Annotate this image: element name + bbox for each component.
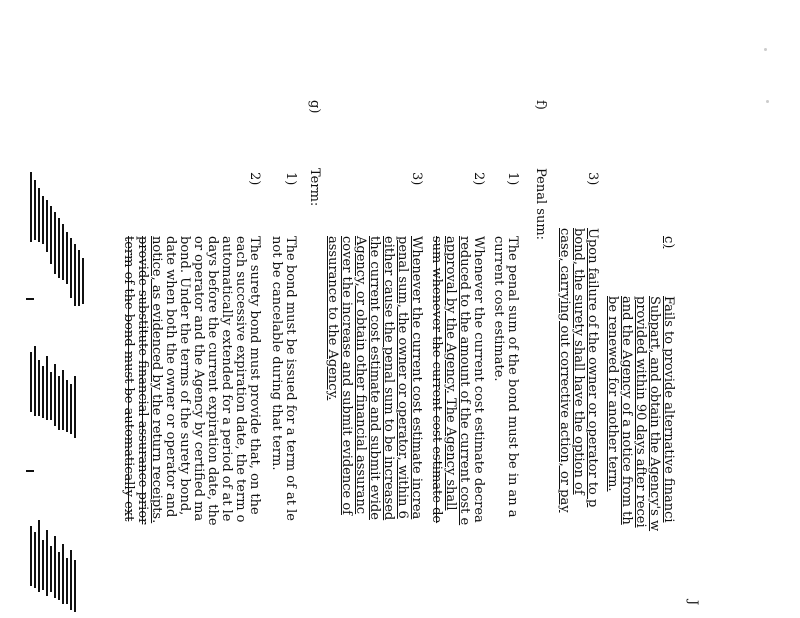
section-f-marker: f): [533, 100, 548, 110]
section-f-item-2-line-3: approval by the Agency. The Agency shall: [443, 236, 458, 511]
section-g-item-2-line-10: term of the bond must be automatically ext: [121, 236, 136, 522]
paragraph-3-line-3: case, carrying out corrective action, or pay: [557, 228, 572, 513]
sub-item-c-line-2: Subpart, and obtain the Agency's w: [647, 296, 662, 532]
paragraph-3-marker: 3): [585, 172, 600, 186]
section-f-item-2-line-4: sum whenever the current cost estimate de: [429, 236, 444, 524]
sub-item-c-line-4: and the Agency of a notice from th: [619, 296, 634, 525]
section-g-item-2-line-6: bond. Under the terms of the surety bond,: [177, 236, 192, 516]
section-f-item-3-line-2: penal sum, the owner or operator, within 6: [395, 236, 410, 519]
section-f-item-3-line-3: either cause the penal sum to be increased: [381, 236, 396, 521]
section-g-item-2-line-3: automatically extended for a period of at le: [219, 236, 234, 522]
section-g-item-2-line-5: or operator and the Agency by certified ma: [191, 236, 206, 522]
section-g-item-2-line-4: days before the current expiration date, the: [205, 236, 220, 526]
paragraph-3-line-2: bond, the surety shall have the option of: [571, 228, 586, 495]
section-g-marker: g): [307, 100, 322, 114]
section-f-heading: Penal sum:: [533, 168, 548, 241]
sub-item-c-line-3: provided within 90 days after recei: [633, 296, 648, 528]
section-f-item-3-line-6: cover the increase and submit evidence of: [339, 236, 354, 515]
scan-speck: [766, 100, 769, 103]
section-g-item-1-line-2: not be cancelable during that term.: [269, 236, 284, 471]
section-g-item-1-marker: 1): [283, 172, 298, 186]
section-g-item-2-line-7: date when both the owner or operator and: [163, 236, 178, 518]
section-g-item-2-marker: 2): [247, 172, 262, 186]
sub-item-c-line-1: Fails to provide alternative financi: [661, 296, 676, 523]
sub-item-c-line-5: be renewed for another term.: [605, 296, 620, 492]
header-fragment: J: [685, 600, 700, 606]
section-f-item-3-line-4: the current cost estimate and submit evide: [367, 236, 382, 520]
section-g-heading: Term:: [307, 168, 322, 207]
section-g-item-1-line-1: The bond must be issued for a term of at le: [283, 236, 298, 521]
section-f-item-2-line-2: reduced to the amount of the current cost e: [457, 236, 472, 526]
section-f-item-3-line-5: Agency, or obtain other financial assuranc: [353, 236, 368, 515]
section-f-item-2-line-1: Whenever the current cost estimate decrea: [471, 236, 486, 523]
section-f-item-2-marker: 2): [471, 172, 486, 186]
section-f-item-3-line-7: assurance to the Agency.: [325, 236, 340, 401]
scan-speck: [764, 48, 767, 51]
section-f-item-3-line-1: Whenever the current cost estimate increa: [409, 236, 424, 520]
section-g-item-2-line-2: each successive expiration date, the term o: [233, 236, 248, 523]
section-f-item-1-line-1: The penal sum of the bond must be in an a: [505, 236, 520, 518]
sub-item-c-marker: c): [661, 236, 676, 249]
section-g-item-2-line-9: provide substitute financial assurance prior: [135, 236, 150, 525]
section-f-item-3-marker: 3): [409, 172, 424, 186]
section-f-item-1-marker: 1): [505, 172, 520, 186]
section-g-item-2-line-8: notice, as evidenced by the return receipts.: [149, 236, 164, 524]
paragraph-3-line-1: Upon failure of the owner or operator to p: [585, 228, 600, 508]
section-g-item-2-line-1: The surety bond must provide that, on the: [247, 236, 262, 515]
section-f-item-1-line-2: current cost estimate.: [491, 236, 506, 382]
revision-bars: [20, 0, 120, 618]
